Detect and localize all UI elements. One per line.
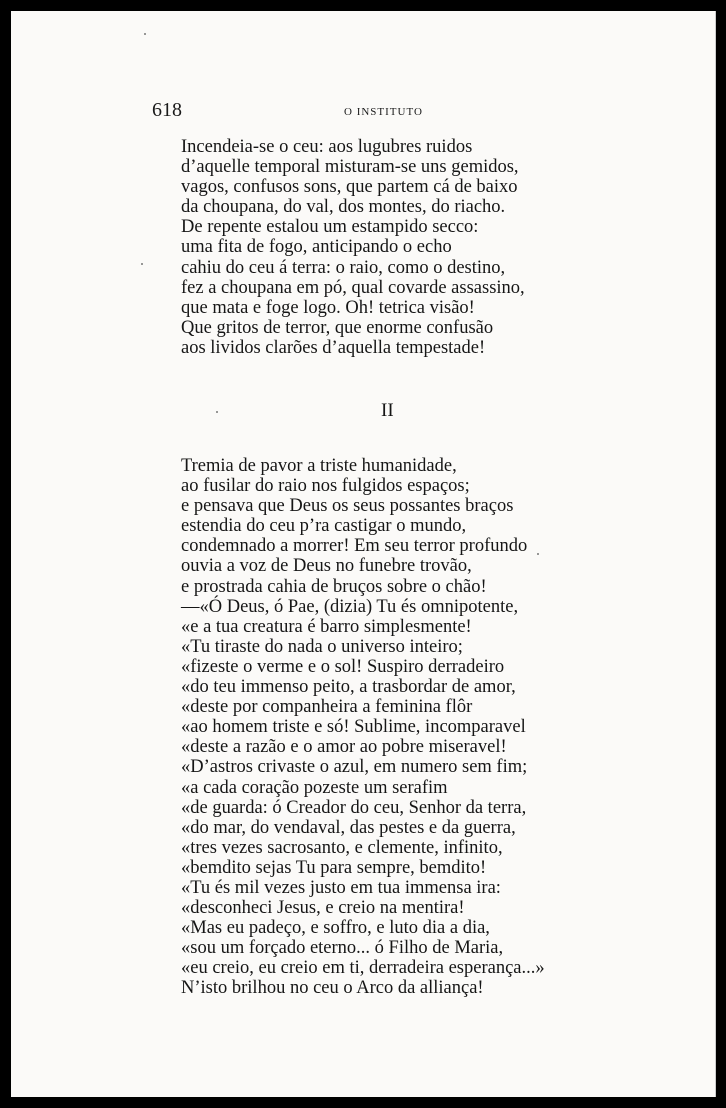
verse-line: N’isto brilhou no ceu o Arco da alliança! xyxy=(181,978,484,999)
verse-line: «Mas eu padeço, e soffro, e luto dia a dia, xyxy=(181,918,490,939)
verse-line: Que gritos de terror, que enorme confusão xyxy=(181,317,494,338)
verse-line: que mata e foge logo. Oh! tetrica visão! xyxy=(181,297,475,318)
verse-line: e prostrada cahia de bruços sobre o chão! xyxy=(181,576,487,597)
verse-line: d’aquelle temporal misturam-se uns gemidos, xyxy=(181,157,519,178)
running-title: O INSTITUTO xyxy=(344,106,423,118)
book-page xyxy=(11,11,716,1097)
verse-line: ouvia a voz de Deus no funebre trovão, xyxy=(181,556,472,577)
verse-line: Incendeia-se o ceu: aos lugubres ruidos xyxy=(181,137,473,157)
verse-line: «deste a razão e o amor ao pobre miseravel! xyxy=(181,737,507,758)
page-number: 618 xyxy=(152,99,182,121)
verse-line: «do mar, do vendaval, das pestes e da guerra, xyxy=(181,817,516,838)
verse-line: «Tu és mil vezes justo em tua immensa ira: xyxy=(181,877,501,898)
verse-line: «fizeste o verme e o sol! Suspiro derradeiro xyxy=(181,656,505,677)
paper-speck xyxy=(144,33,146,35)
verse-line: «de guarda: ó Creador do ceu, Senhor da terra, xyxy=(181,797,527,818)
verse-line: ao fusilar do raio nos fulgidos espaços; xyxy=(181,476,470,497)
page-header xyxy=(11,99,715,123)
verse-line: «e a tua creatura é barro simplesmente! xyxy=(181,616,472,637)
verse-line: «sou um forçado eterno... ó Filho de Maria, xyxy=(181,938,504,959)
verse-line: «Tu tiraste do nada o universo inteiro; xyxy=(181,636,463,657)
verse-line: «desconheci Jesus, e creio na mentira! xyxy=(181,898,465,919)
paper-speck xyxy=(141,263,143,265)
verse-line: «ao homem triste e só! Sublime, incomparavel xyxy=(181,717,526,738)
verse-line: «eu creio, eu creio em ti, derradeira esperança...» xyxy=(181,958,545,979)
verse-line: uma fita de fogo, anticipando o echo xyxy=(181,237,452,258)
verse-line: Tremia de pavor a triste humanidade, xyxy=(181,456,457,476)
verse-line: cahiu do ceu á terra: o raio, como o destino, xyxy=(181,257,506,278)
verse-line: condemnado a morrer! Em seu terror profundo xyxy=(181,536,528,557)
verse-line: «a cada coração pozeste um serafim xyxy=(181,777,448,798)
verse-line: fez a choupana em pó, qual covarde assassino, xyxy=(181,277,525,298)
verse-line: «do teu immenso peito, a trasbordar de amor, xyxy=(181,677,516,698)
section-number: II xyxy=(381,400,394,421)
verse-line: estendia do ceu p’ra castigar o mundo, xyxy=(181,516,467,537)
verse-line: De repente estalou um estampido secco: xyxy=(181,217,479,238)
verse-line: da choupana, do val, dos montes, do riacho. xyxy=(181,197,506,218)
verse-line: vagos, confusos sons, que partem cá de baixo xyxy=(181,177,518,198)
verse-line: «tres vezes sacrosanto, e clemente, infinito, xyxy=(181,837,503,858)
verse-line: —«Ó Deus, ó Pae, (dizia) Tu és omnipotente, xyxy=(181,596,519,617)
verse-line: «deste por companheira a feminina flôr xyxy=(181,697,473,718)
verse-line: «D’astros crivaste o azul, em numero sem fim; xyxy=(181,757,528,778)
verse-line: e pensava que Deus os seus possantes braços xyxy=(181,496,514,517)
paper-speck xyxy=(216,411,218,413)
verse-line: aos lividos clarões d’aquella tempestade! xyxy=(181,337,486,358)
stanza-1 xyxy=(181,137,525,358)
stanza-2 xyxy=(181,456,545,999)
verse-line: «bemdito sejas Tu para sempre, bemdito! xyxy=(181,857,487,878)
